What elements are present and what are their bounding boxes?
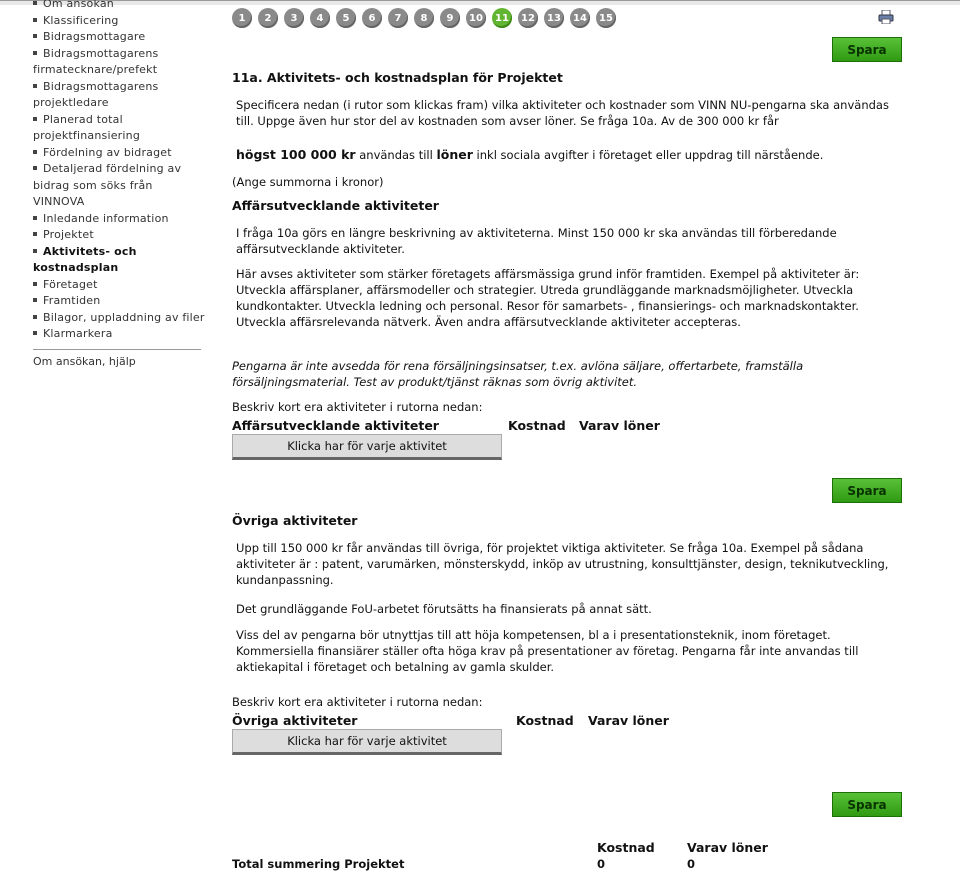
bullet-icon xyxy=(33,150,37,154)
bullet-icon xyxy=(33,315,37,319)
bullet-icon xyxy=(33,84,37,88)
other-paragraph-1: Upp till 150 000 kr får användas till övriga, för projektet viktiga aktiviteter. Se fråga 10a. Exempel på sådana aktiviteter är : patent, varumärken, mönsterskydd, inköp av utrustning, konsulttjänster, design, teknikutveckling, kundanpassning. xyxy=(236,541,889,587)
sidebar-item-foretaget[interactable]: Företaget xyxy=(0,277,205,294)
step-5[interactable]: 5 xyxy=(336,8,356,28)
intro-max-amount: högst 100 000 kr xyxy=(236,147,356,162)
total-label: Total summering Projektet xyxy=(232,857,405,871)
business-col-salary: Varav löner xyxy=(579,418,660,433)
sidebar-item-inledande-information[interactable]: Inledande information xyxy=(0,211,205,228)
step-13[interactable]: 13 xyxy=(544,8,564,28)
total-col-salary: Varav löner xyxy=(687,840,768,855)
intro-salary-line xyxy=(236,147,906,163)
sidebar-item-om-ansokan[interactable]: Om ansökan xyxy=(0,0,205,13)
bullet-icon xyxy=(33,1,37,5)
bullet-icon xyxy=(33,331,37,335)
business-paragraph-3: Pengarna är inte avsedda för rena försäljningsinsatser, t.ex. avlöna säljare, offertarbete, framställa försäljningsmaterial. Test av produkt/tjänst räknas som övrig aktivitet. xyxy=(232,359,804,389)
sidebar-item-klassificering[interactable]: Klassificering xyxy=(0,13,205,30)
other-col-salary: Varav löner xyxy=(588,713,669,728)
sidebar-item-projektet[interactable]: Projektet xyxy=(0,227,205,244)
bullet-icon xyxy=(33,249,37,253)
sidebar-item-bidragsmottagare[interactable]: Bidragsmottagare xyxy=(0,29,205,46)
save-button-top[interactable]: Spara xyxy=(832,37,902,62)
save-button-bottom[interactable]: Spara xyxy=(832,792,902,817)
other-section-title: Övriga aktiviteter xyxy=(232,513,358,528)
step-4[interactable]: 4 xyxy=(310,8,330,28)
sidebar-item-fordelning[interactable]: Fördelning av bidraget xyxy=(0,145,205,162)
step-navigation xyxy=(232,8,616,28)
intro-end-text: inkl sociala avgifter i företaget eller uppdrag till närstående. xyxy=(472,148,824,162)
bullet-icon xyxy=(33,216,37,220)
add-business-activity-button[interactable]: Klicka har för varje aktivitet xyxy=(232,434,502,460)
bullet-icon xyxy=(33,232,37,236)
step-7[interactable]: 7 xyxy=(388,8,408,28)
add-other-activity-button[interactable]: Klicka har för varje aktivitet xyxy=(232,729,502,755)
intro-mid-text: användas till xyxy=(355,148,437,162)
step-15[interactable]: 15 xyxy=(596,8,616,28)
total-cost-value: 0 xyxy=(597,857,606,871)
other-paragraph-2: Det grundläggande FoU-arbetet förutsätts ha finansierats på annat sätt. xyxy=(236,602,652,616)
bullet-icon xyxy=(33,282,37,286)
sidebar-item-projektledare[interactable]: Bidragsmottagarens projektledare xyxy=(33,79,159,109)
step-12[interactable]: 12 xyxy=(518,8,538,28)
sidebar-item-detaljerad-fordelning[interactable]: Detaljerad fördelning av bidrag som söks från VINNOVA xyxy=(33,162,182,208)
other-col-cost: Kostnad xyxy=(516,713,574,728)
step-11-current[interactable]: 11 xyxy=(492,8,512,28)
intro-salary-word: löner xyxy=(436,147,473,162)
sidebar-item-framtiden[interactable]: Framtiden xyxy=(0,293,205,310)
other-paragraph-3: Viss del av pengarna bör utnyttjas till att höja kompetensen, bl a i presentationsteknik, inom företaget. Kommersiella finansiärer ställer ofta höga krav på presentationer av företag. Pengarna får inte anvandas till aktiekapital i företaget och betalning av gamla skulder. xyxy=(236,628,859,674)
bullet-icon xyxy=(33,34,37,38)
sidebar-item-aktivitets-kostnadsplan[interactable]: Aktivitets- och kostnadsplan xyxy=(33,244,137,274)
bullet-icon xyxy=(33,117,37,121)
step-9[interactable]: 9 xyxy=(440,8,460,28)
business-section-title: Affärsutvecklande aktiviteter xyxy=(232,198,439,213)
print-icon[interactable] xyxy=(878,10,894,24)
sidebar-nav xyxy=(0,0,205,370)
other-describe-label: Beskriv kort era aktiviteter i rutorna nedan: xyxy=(232,695,483,709)
save-button-middle[interactable]: Spara xyxy=(832,478,902,503)
sidebar-item-klarmarkera[interactable]: Klarmarkera xyxy=(0,326,205,343)
total-salary-value: 0 xyxy=(687,857,696,871)
bullet-icon xyxy=(33,18,37,22)
section-title: 11a. Aktivitets- och kostnadsplan för Projektet xyxy=(232,70,563,85)
business-describe-label: Beskriv kort era aktiviteter i rutorna nedan: xyxy=(232,400,483,414)
kronor-note: (Ange summorna i kronor) xyxy=(232,175,384,189)
step-8[interactable]: 8 xyxy=(414,8,434,28)
intro-text: Specificera nedan (i rutor som klickas fram) vilka aktiviteter och kostnader som VINN NU-pengarna ska användas till. Uppge även hur stor del av kostnaden som avser löner. Se fråga 10a. Av de 300 000 kr får xyxy=(236,98,889,128)
bullet-icon xyxy=(33,166,37,170)
sidebar-item-bilagor[interactable]: Bilagor, uppladdning av filer xyxy=(0,310,205,327)
business-col-activity: Affärsutvecklande aktiviteter xyxy=(232,418,439,433)
step-6[interactable]: 6 xyxy=(362,8,382,28)
step-2[interactable]: 2 xyxy=(258,8,278,28)
sidebar-help-link[interactable]: Om ansökan, hjälp xyxy=(33,354,136,368)
business-paragraph-2: Här avses aktiviteter som stärker företagets affärsmässiga grund inför framtiden. Exempel på aktiviteter är: Utveckla affärsplaner, affärsmodeller och strategier. Utreda grundläggande marknadsmöjligheter. Utveckla kundkontakter. Utveckla ledning och personal. Resor för samarbets- , finansierings- och marknadskontakter. Utveckla affärsrelevanda nätverk. Även andra affärsutvecklande aktiviteter accepteras. xyxy=(236,267,860,329)
business-col-cost: Kostnad xyxy=(508,418,566,433)
sidebar-item-projektfinansiering[interactable]: Planerad total projektfinansiering xyxy=(33,112,141,142)
step-3[interactable]: 3 xyxy=(284,8,304,28)
sidebar-divider xyxy=(33,349,201,350)
step-14[interactable]: 14 xyxy=(570,8,590,28)
business-paragraph-1: I fråga 10a görs en längre beskrivning av aktiviteterna. Minst 150 000 kr ska användas till förberedande affärsutvecklande aktiviteter. xyxy=(236,226,837,256)
step-10[interactable]: 10 xyxy=(466,8,486,28)
total-col-cost: Kostnad xyxy=(597,840,655,855)
bullet-icon xyxy=(33,298,37,302)
other-col-activity: Övriga aktiviteter xyxy=(232,713,358,728)
bullet-icon xyxy=(33,51,37,55)
sidebar-item-firmatecknare[interactable]: Bidragsmottagarens firmatecknare/prefekt xyxy=(33,46,159,76)
step-1[interactable]: 1 xyxy=(232,8,252,28)
